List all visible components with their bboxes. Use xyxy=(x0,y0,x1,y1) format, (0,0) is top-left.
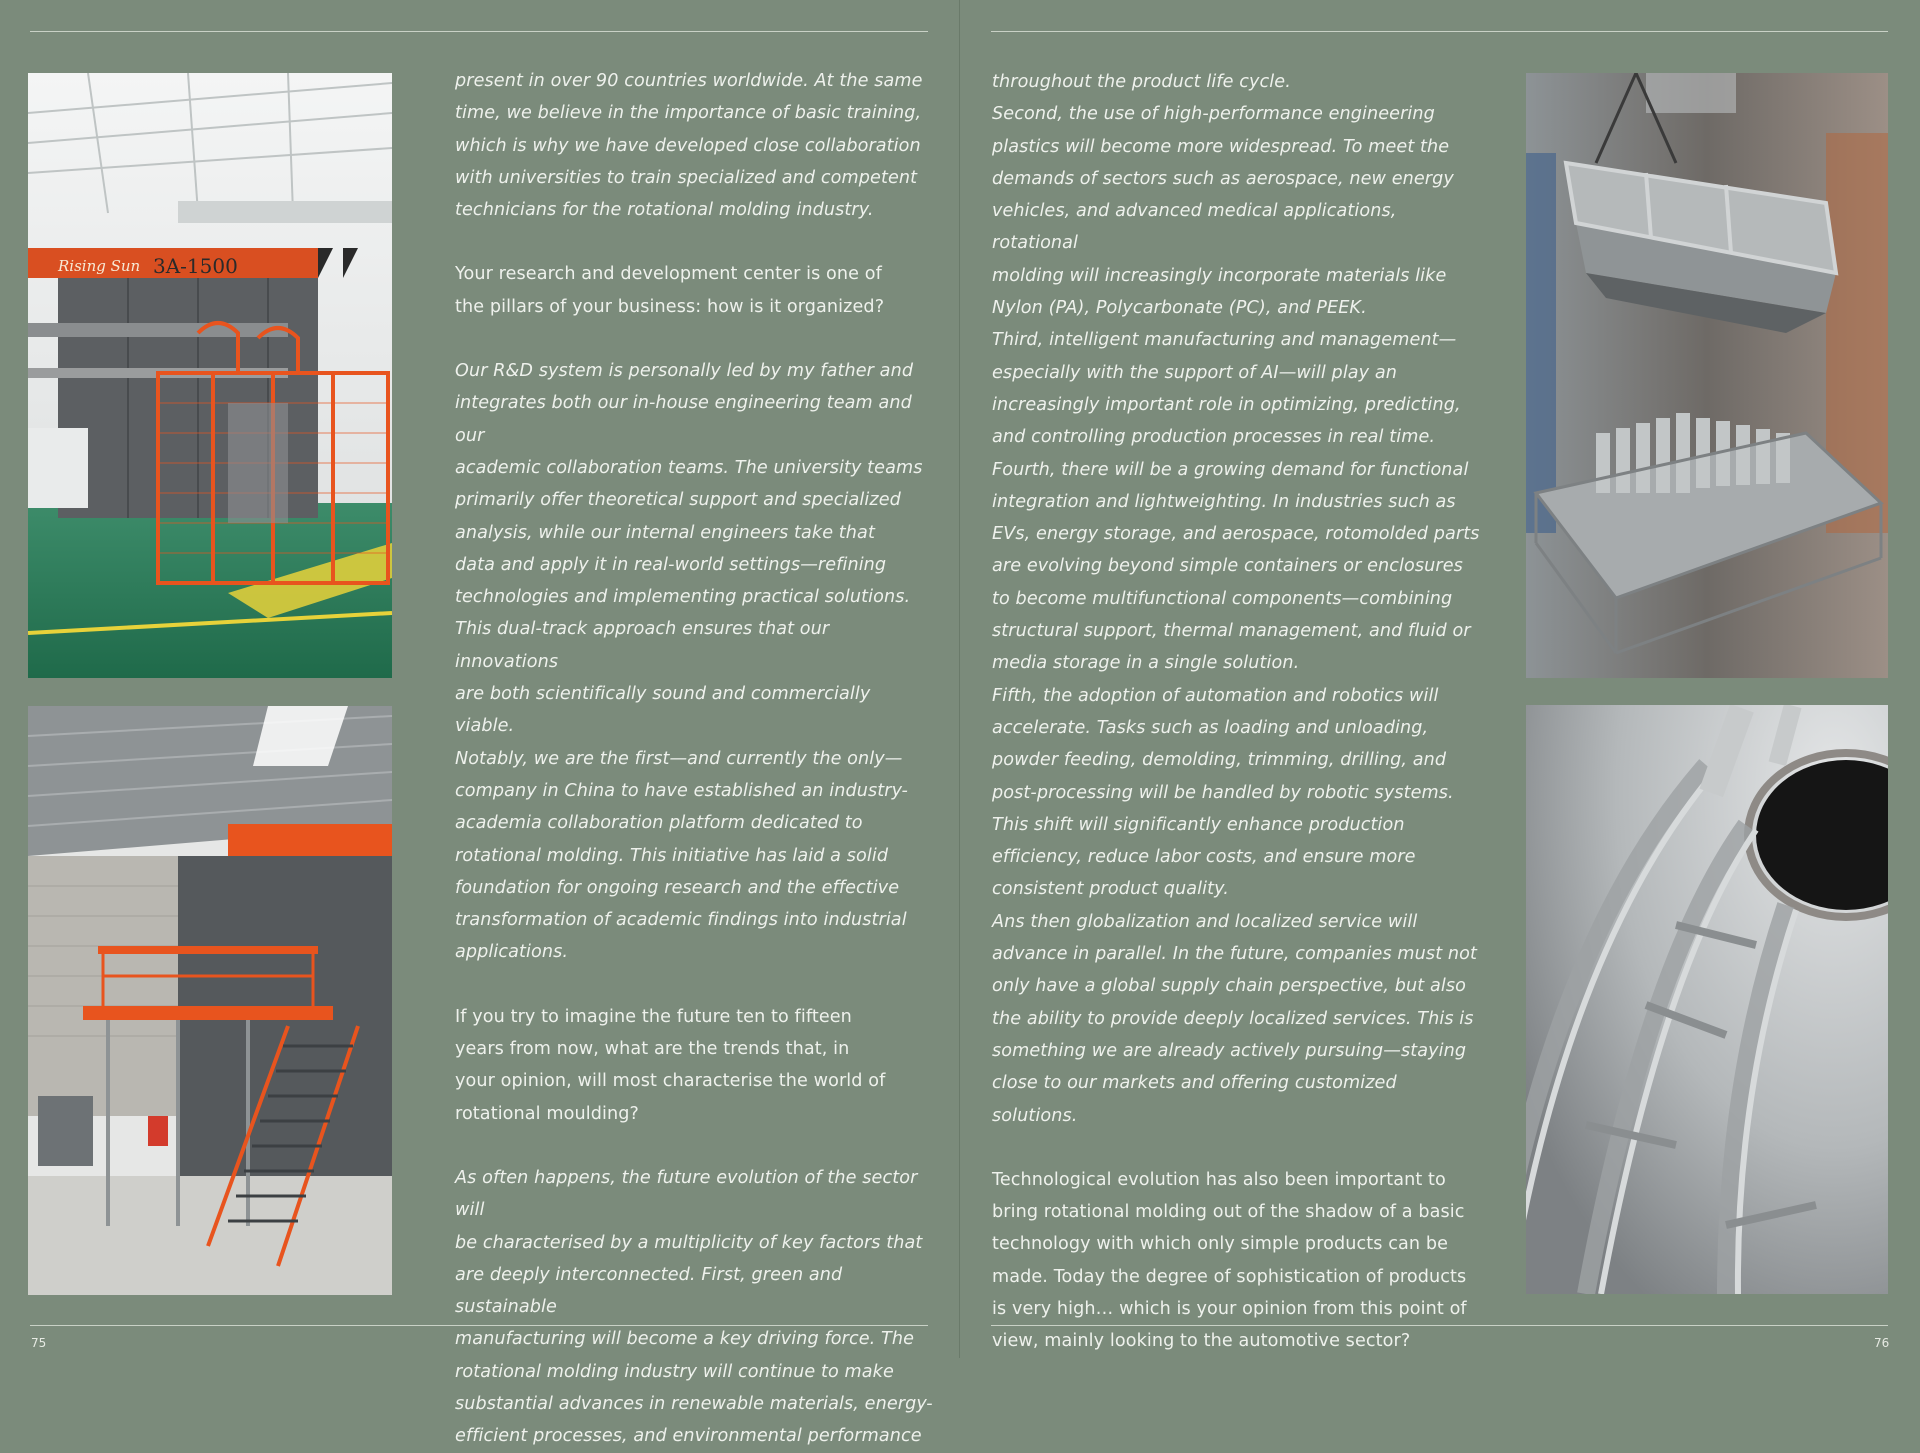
left-question-1: Your research and development center is one of the pillars of your business: how is it organized? xyxy=(455,264,885,317)
page-number-right: 76 xyxy=(1874,1336,1890,1350)
right-paragraph-1: throughout the product life cycle. Second, the use of high-performance engineering plastics will become more widespread. To meet the demands of sectors such as aerospace, new energy vehicles, and advanced medical applications, rotational molding will increasingly incorporate materials like Nylon (PA), Polycarbonate (PC), and PEEK. Third, intelligent manufacturing and management— especially with the support of AI—will play an increasingly important role in optimizing, predicting, and controlling production processes in real time. Fourth, there will be a growing demand for functional integration and lightweighting. In industries such as EVs, energy storage, and aerospace, rotomolded parts are evolving beyond simple containers or enclosures to become multifunctional components—combining structural support, thermal management, and fluid or media storage in a single solution. Fifth, the adoption of automation and robotics will accelerate. Tasks such as loading and unloading, powder feeding, demolding, trimming, drilling, and post-processing will be handled by robotic systems. This shift will significantly enhance production efficiency, reduce labor costs, and ensure more consistent product quality. Ans then globalization and localized service will advance in parallel. In the future, companies must not only have a global supply chain perspective, but also the ability to provide deeply localized services. This is something we are already actively pursuing—staying close to our markets and offering customized solutions. xyxy=(992,72,1480,1126)
right-text-column xyxy=(992,66,1482,1358)
photo-aluminium-mold-closeup xyxy=(1526,705,1888,1294)
bottom-rule-right xyxy=(991,1325,1888,1326)
page-number-left: 75 xyxy=(31,1336,47,1350)
right-question-1: Technological evolution has also been important to bring rotational molding out of the shadow of a basic technology with which only simple products can be made. Today the degree of sophistication of products is very high… which is your opinion from this point of view, mainly looking to the automotive sector? xyxy=(992,1169,1467,1352)
left-paragraph-3: As often happens, the future evolution of the sector will be characterised by a multiplicity of key factors that are deeply interconnected. First, green and sustainable manufacturing will become a key driving force. The rotational molding industry will continue to make substantial advances in renewable materials, energy- efficient processes, and environmental performance xyxy=(455,1167,933,1447)
left-paragraph-1: present in over 90 countries worldwide. At the same time, we believe in the importance of basic training, which is why we have developed close collaboration with universities to train specialized and competent technicians for the rotational molding industry. xyxy=(455,71,923,221)
machine-cage-illustration xyxy=(28,73,392,678)
machine-model-text: 3A-1500 xyxy=(153,254,238,278)
platform-stairs-illustration xyxy=(28,706,392,1295)
left-question-2: If you try to imagine the future ten to fifteen years from now, what are the trends that, in your opinion, will most characterise the world of rotational moulding? xyxy=(455,1006,886,1124)
hanging-mold-illustration xyxy=(1526,73,1888,678)
right-page xyxy=(960,0,1920,1358)
aluminium-mold-illustration xyxy=(1526,705,1888,1294)
left-page xyxy=(0,0,960,1447)
bottom-rule-left xyxy=(30,1325,928,1326)
left-text-column xyxy=(455,65,935,1453)
photo-rotomolding-machine-cage xyxy=(28,73,392,678)
photo-hanging-mold xyxy=(1526,73,1888,678)
top-rule-left xyxy=(30,31,928,32)
photo-platform-stairs xyxy=(28,706,392,1295)
machine-brand-text: Rising Sun xyxy=(58,257,141,275)
top-rule-right xyxy=(991,31,1888,32)
left-paragraph-2: Our R&D system is personally led by my father and integrates both our in-house engineering team and our academic collaboration teams. The university teams primarily offer theoretical support and specialized analysis, while our internal engineers take that data and apply it in real-world settings—refining technologies and implementing practical solutions. This dual-track approach ensures that our innovations are both scientifically sound and commercially viable. Notably, we are the first—and currently the only— company in China to have established an industry- academia collaboration platform dedicated to rotational molding. This initiative has laid a solid foundation for ongoing research and the effective transformation of academic findings into industrial applications. xyxy=(455,361,923,963)
